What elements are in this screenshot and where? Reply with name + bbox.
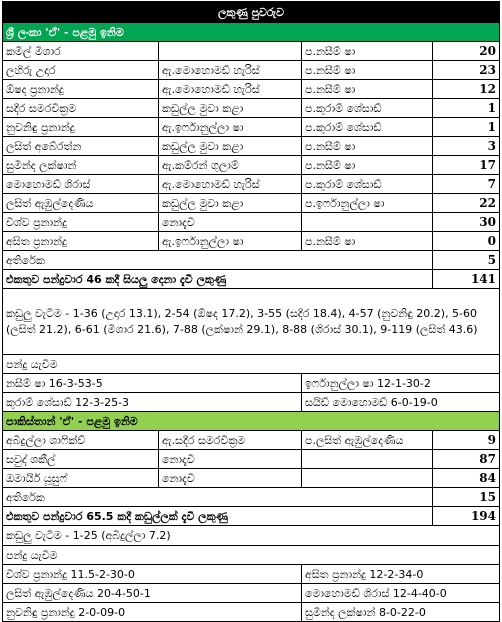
dismissal: ඇ.ඉර්ෆානුල්ලා ෂා	[159, 232, 302, 251]
bowling-row	[3, 374, 500, 393]
total-label: එකතුව පන්දුවාර 65.5 කදී කඩුල්ලක් දැවී ලකුණු	[3, 507, 433, 526]
bowler-name: ප.ඉර්ෆානුල්ලා ෂා	[302, 194, 433, 213]
batsman-name: සවුද් ශකීල්	[3, 450, 159, 469]
batting-row	[3, 137, 500, 156]
batting-row	[3, 61, 500, 80]
dismissal: නොදැවී	[159, 450, 302, 469]
bowler-figures: විශ්ව ප්‍රනාන්දු 11.5-2-30-0	[3, 565, 302, 584]
batsman-name: කමිල් මිශාර	[3, 42, 159, 61]
batting-row	[3, 469, 500, 488]
batsman-name: ලසිත් ඇඹුල්දෙණිය	[3, 194, 159, 213]
runs: 30	[433, 213, 500, 232]
runs: 87	[433, 450, 500, 469]
batsman-name: ඔමායිර් යූසුෆ්	[3, 469, 159, 488]
team2-header-row	[3, 412, 500, 431]
batting-row	[3, 118, 500, 137]
bowler-figures: ලසිත් ඇඹුල්දෙණිය 20-4-50-1	[3, 584, 302, 603]
bowler-name: ප.නසීම් ෂා	[302, 232, 433, 251]
dismissal: කඩුල්ල මුවා කළා	[159, 194, 302, 213]
batting-row	[3, 213, 500, 232]
extras-label: අතිරේක	[3, 251, 433, 270]
bowling-label-row	[3, 546, 500, 565]
batting-row	[3, 99, 500, 118]
batsman-name: අසිත ප්‍රනාන්දු	[3, 232, 159, 251]
dismissal: ඇ.සදීර සමරවික්‍රම	[159, 431, 302, 450]
bowler-name: ප.නසීම් ෂා	[302, 156, 433, 175]
total-row	[3, 507, 500, 526]
bowler-name	[302, 213, 433, 232]
runs: 23	[433, 61, 500, 80]
runs: 17	[433, 156, 500, 175]
batting-row	[3, 194, 500, 213]
bowler-name: ප.නසීම් ෂා	[302, 61, 433, 80]
innings-header: ශ්‍රී ලංකා 'ඒ' - පළමු ඉනිම	[3, 23, 500, 42]
batsman-name: නුවනිඳු ප්‍රනාන්දු	[3, 118, 159, 137]
bowling-label-row	[3, 355, 500, 374]
bowler-figures: කුරාම් ශේසාඩ් 12-3-25-3	[3, 393, 302, 412]
bowler-name: ප.නසීම් ෂා	[302, 137, 433, 156]
dismissal: ඇ.කම්රන් ගුලාම්	[159, 156, 302, 175]
bowler-name: ප.කුරාම් ශේසාඩ්	[302, 175, 433, 194]
batting-row	[3, 450, 500, 469]
runs: 9	[433, 431, 500, 450]
batting-row	[3, 80, 500, 99]
bowling-row	[3, 393, 500, 412]
dismissal: කඩුල්ල මුවා කළා	[159, 99, 302, 118]
runs: 3	[433, 137, 500, 156]
total-row	[3, 270, 500, 289]
bowler-name: ප.නසීම් ෂා	[302, 80, 433, 99]
batsman-name: විශ්ව ප්‍රනාන්දු	[3, 213, 159, 232]
batsman-name: මොහොමඩ් ශිරාස්	[3, 175, 159, 194]
bowling-row	[3, 603, 500, 622]
bowler-figures: සයිඩ් මොහොමඩ් 6-0-19-0	[302, 393, 500, 412]
bowling-row	[3, 565, 500, 584]
dismissal: කඩුල්ල මුවා කළා	[159, 137, 302, 156]
dismissal: ඇ.මොහොමඩ් හැරිස්	[159, 61, 302, 80]
fow-row	[3, 526, 500, 546]
bowler-figures: අසිත ප්‍රනාන්දු 12-2-34-0	[302, 565, 500, 584]
fall-of-wickets: කඩුලු වැටීම - 1-25 (අබිදුල්ලා 7.2)	[3, 526, 500, 546]
runs: 20	[433, 42, 500, 61]
bowler-figures: මොහොමඩ් ශිරාස් 12-4-40-0	[302, 584, 500, 603]
batsman-name: ලසිත් අබේරත්න	[3, 137, 159, 156]
bowler-name	[302, 450, 433, 469]
batsman-name: සදීර සමරවික්‍රම	[3, 99, 159, 118]
fow-row	[3, 289, 500, 355]
innings-header: පාකිස්තාන් 'ඒ' - පළමු ඉනිම	[3, 412, 500, 431]
bowler-name: ප.කුරාම් ශේසාඩ්	[302, 99, 433, 118]
dismissal: ඇ.මොහොමඩ් හැරිස්	[159, 80, 302, 99]
bowler-figures: ඉර්ෆානුල්ලා ෂා 12-1-30-2	[302, 374, 500, 393]
bowler-figures: නසීම් ෂා 16-3-53-5	[3, 374, 302, 393]
runs: 1	[433, 118, 500, 137]
batsman-name: අබිදුල්ලා ශාෆික්ව්	[3, 431, 159, 450]
fall-of-wickets: කඩුලු වැටීම - 1-36 (උදාර 13.1), 2-54 (ඕෂද 17.2), 3-55 (සදීර 18.4), 4-57 (නුවනිඳු 20.2), 5-60 (ලසිත් 21.2), 6-61 (මිශාර 21.6), 7-88 (ලක්ෂාන් 29.1), 8-88 (ශිරාස් 30.1), 9-119 (ලසිත් 43.6)	[3, 289, 500, 355]
total-value: 141	[433, 270, 500, 289]
batting-row	[3, 42, 500, 61]
batsman-name: සුමින්ද ලක්ෂාන්	[3, 156, 159, 175]
bowling-row	[3, 584, 500, 603]
batsman-name: ලහිරු උදාර	[3, 61, 159, 80]
bowler-name: ප.කුරාම් ශේසාඩ්	[302, 118, 433, 137]
dismissal: ඇ.ඉර්ෆානුල්ලා ෂා	[159, 118, 302, 137]
dismissal: ඇ.මොහොමඩ් හැරිස්	[159, 175, 302, 194]
bowler-figures: නුවනිඳු ප්‍රනාන්දු 2-0-09-0	[3, 603, 302, 622]
bowling-label: පන්දු යැවීම	[3, 546, 500, 565]
bowler-figures: සුමින්ද ලක්ෂාන් 8-0-22-0	[302, 603, 500, 622]
extras-value: 15	[433, 488, 500, 507]
runs: 0	[433, 232, 500, 251]
extras-value: 5	[433, 251, 500, 270]
runs: 1	[433, 99, 500, 118]
bowler-name: ප.ලසිත් ඇඹුල්දෙණිය	[302, 431, 433, 450]
scorecard-table	[2, 1, 500, 622]
batting-row	[3, 232, 500, 251]
extras-row	[3, 488, 500, 507]
title-row	[3, 2, 500, 23]
runs: 12	[433, 80, 500, 99]
batting-row	[3, 175, 500, 194]
runs: 7	[433, 175, 500, 194]
total-label: එකතුව පන්දුවාර 46 කදී සියලු දෙනා දැවී ලකුණු	[3, 270, 433, 289]
batting-row	[3, 431, 500, 450]
bowler-name	[302, 469, 433, 488]
dismissal	[159, 42, 302, 61]
extras-row	[3, 251, 500, 270]
batting-row	[3, 156, 500, 175]
dismissal: නොදැවී	[159, 213, 302, 232]
batsman-name: ඕෂද ප්‍රනාන්දු	[3, 80, 159, 99]
scorecard-title: ලකුණු පුවරුව	[3, 2, 500, 23]
dismissal: නොදැවී	[159, 469, 302, 488]
scorecard	[2, 1, 499, 622]
total-value: 194	[433, 507, 500, 526]
runs: 22	[433, 194, 500, 213]
bowler-name: ප.නසීම් ෂා	[302, 42, 433, 61]
runs: 84	[433, 469, 500, 488]
bowling-label: පන්දු යැවීම	[3, 355, 500, 374]
extras-label: අතිරේක	[3, 488, 433, 507]
team1-header-row	[3, 23, 500, 42]
